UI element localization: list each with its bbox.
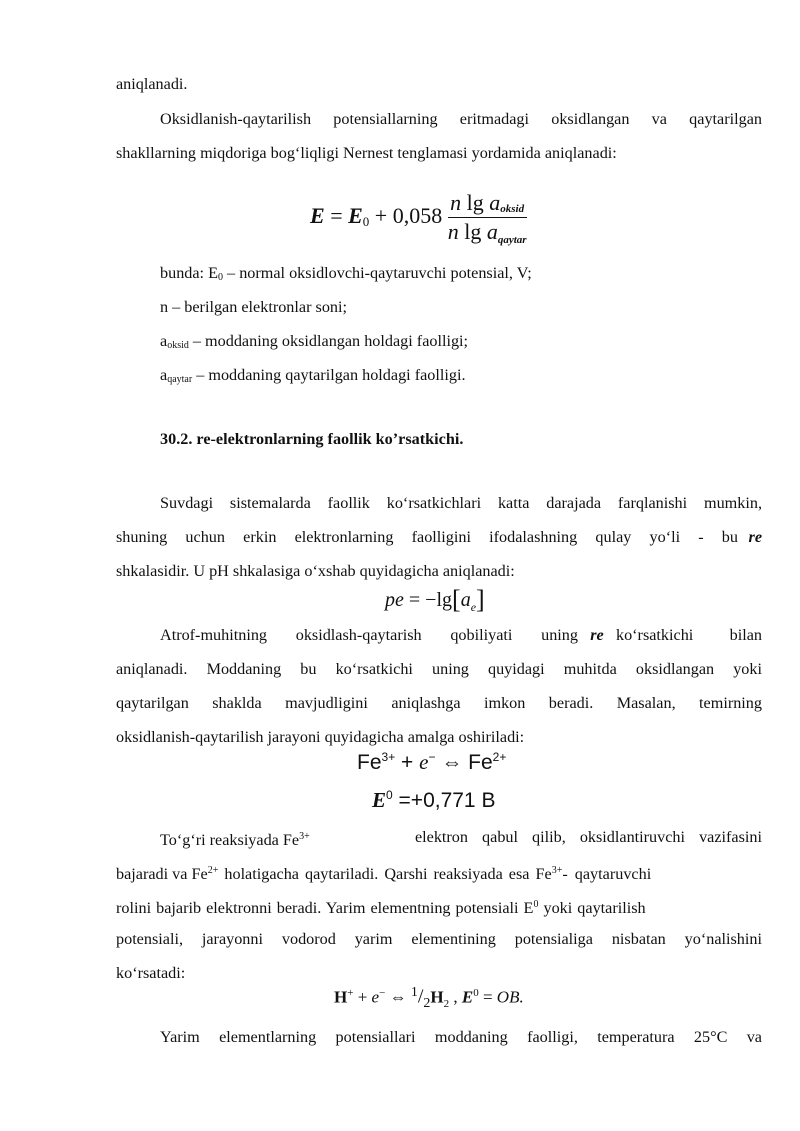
formula-value: =+0,771 B — [392, 789, 496, 812]
formula-separator: , — [449, 987, 462, 1007]
formula-operator: = — [324, 203, 349, 229]
formula-symbol: e — [371, 987, 380, 1007]
fraction-denominator: 2 — [423, 996, 431, 1012]
text-segment: bajaradi va Fe — [116, 865, 208, 883]
formula-constant: + 0,058 — [369, 203, 443, 229]
definition-a-oksid — [160, 330, 468, 357]
hydrogen-reaction: H+ + e− ⇔ $^1/_2H_2$ , $E^0$ = OB. — [334, 985, 524, 1012]
formula-superscript: 3+ — [381, 750, 396, 764]
definition-e0 — [160, 262, 532, 289]
text-segment: To‘g‘ri reaksiyada Fe — [160, 831, 300, 849]
formula-operator: = −lg — [403, 589, 453, 611]
def-text: – normal oksidlovchi-qaytaruvchi potensial, V; — [223, 264, 532, 282]
formula-superscript: 0 — [386, 788, 393, 802]
text-superscript: 3+ — [551, 865, 563, 876]
formula-superscript: − — [379, 987, 386, 999]
text-superscript: 3+ — [299, 831, 310, 842]
formula-symbol: e — [419, 750, 429, 774]
formula-element: Fe — [357, 751, 382, 774]
formula-function: lg — [458, 219, 487, 244]
paragraph-line: shkalasidir. U pH shkalasiga o‘xshab quyidagicha aniqlanadi: — [116, 562, 515, 580]
text-line: aniqlanadi. — [116, 75, 188, 93]
text-segment: Atrof-muhitning oksidlash-qaytarish qobiliyati uning — [160, 626, 578, 644]
formula-symbol: n — [450, 190, 462, 215]
paragraph-line: ko‘rsatadi: — [116, 964, 186, 982]
paragraph-line — [116, 894, 762, 919]
paragraph-line: qaytarilgan shaklda mavjudligini aniqlashga imkon beradi. Masalan, temirning — [116, 694, 762, 712]
formula-symbol: E — [461, 987, 474, 1007]
text-segment: yoki qaytarilish — [538, 899, 646, 917]
formula-symbol: E — [348, 203, 363, 229]
paragraph-line — [160, 826, 762, 851]
def-subscript: qaytar — [167, 374, 193, 385]
pe-formula — [385, 585, 485, 615]
formula-symbol: pe — [385, 589, 404, 611]
formula-operator: + — [353, 987, 372, 1007]
formula-subscript: e — [470, 600, 477, 614]
fraction-numerator: 1 — [410, 985, 418, 1000]
formula-symbol: E — [372, 788, 387, 812]
formula-superscript: + — [347, 987, 354, 999]
definition-a-qaytar — [160, 364, 466, 391]
formula-function: lg — [461, 190, 490, 215]
formula-element: H — [334, 987, 348, 1007]
formula-symbol: a — [486, 219, 498, 244]
formula-bracket: [ — [452, 585, 461, 614]
text-segment: elektron qabul qilib, oksidlantiruvchi vazifasini — [414, 828, 762, 846]
text-segment: ko‘rsatkichi bilan — [615, 626, 762, 644]
paragraph-line — [116, 526, 762, 548]
formula-superscript: 2+ — [492, 750, 507, 764]
formula-symbol: n — [447, 219, 459, 244]
paragraph-line: oksidlanish-qaytarilish jarayoni quyidagicha amalga oshiriladi: — [116, 728, 525, 746]
formula-value: OB. — [496, 987, 524, 1007]
def-text: – moddaning qaytarilgan holdagi faolligi. — [192, 366, 466, 384]
paragraph-line: aniqlanadi. Moddaning bu ko‘rsatkichi uning quyidagi muhitda oksidlangan yoki — [116, 660, 762, 678]
def-text: a — [160, 332, 168, 350]
fe-potential — [372, 788, 495, 813]
formula-element: Fe — [468, 751, 493, 774]
formula-symbol: a — [489, 190, 501, 215]
def-text: – moddaning oksidlangan holdagi faolligi; — [188, 332, 469, 350]
text-segment: rolini bajarib elektronni beradi. Yarim elementning potensiali E — [116, 899, 534, 917]
section-heading: 30.2. re-elektronlarning faollik ko’rsatkichi. — [160, 430, 464, 448]
text-superscript: 2+ — [207, 865, 219, 876]
definition-n: n – berilgan elektronlar soni; — [160, 298, 348, 316]
paragraph-line: potensiali, jarayonni vodorod yarim elementining potensialiga nisbatan yo‘nalishini — [116, 930, 762, 948]
formula-arrow: ⇔ — [435, 751, 469, 774]
text-segment: holatigacha qaytariladi. Qarshi reaksiyada esa Fe — [218, 865, 552, 883]
paragraph-line: shakllarning miqdoriga bog‘liqligi Nernest tenglamasi yordamida aniqlanadi: — [116, 144, 617, 162]
text-segment: shuning uchun erkin elektronlarning faolligini ifodalashning qulay yo‘li - bu — [116, 528, 738, 546]
formula-element: H — [430, 987, 444, 1007]
text-segment: re — [590, 626, 604, 644]
def-subscript: oksid — [167, 340, 189, 351]
def-subscript: 0 — [218, 272, 223, 283]
formula-superscript: 0 — [473, 987, 479, 999]
text-segment: - qaytaruvchi — [562, 865, 652, 883]
formula-arrow: ⇔ — [385, 987, 411, 1007]
formula-operator: = — [478, 987, 497, 1007]
paragraph-line: Yarim elementlarning potensiallari moddaning faolligi, temperatura 25°C va — [160, 1028, 762, 1046]
paragraph-line: Suvdagi sistemalarda faollik ko‘rsatkichlari katta darajada farqlanishi mumkin, — [160, 494, 762, 512]
formula-subscript: 2 — [443, 998, 450, 1011]
text-superscript: 0 — [533, 899, 539, 910]
fraction-numerator — [448, 190, 527, 218]
paragraph-line — [116, 860, 762, 885]
nernst-equation — [310, 190, 527, 246]
formula-superscript: − — [428, 750, 436, 764]
formula-subscript: oksid — [500, 203, 525, 215]
def-text: bunda: E — [160, 264, 218, 282]
fe-reaction — [357, 750, 506, 775]
formula-operator: + — [395, 751, 420, 774]
formula-symbol: E — [310, 203, 325, 229]
formula-symbol: a — [460, 589, 471, 611]
fraction-denominator — [448, 218, 527, 246]
formula-subscript: 0 — [362, 214, 370, 230]
text-segment: re — [748, 528, 762, 546]
formula-bracket: ] — [476, 585, 485, 614]
def-text: a — [160, 366, 168, 384]
paragraph-line — [160, 624, 762, 646]
formula-subscript: qaytar — [497, 234, 527, 246]
paragraph-line: Oksidlanish-qaytarilish potensiallarning eritmadagi oksidlangan va qaytarilgan — [160, 110, 762, 128]
nernst-fraction — [448, 190, 527, 246]
